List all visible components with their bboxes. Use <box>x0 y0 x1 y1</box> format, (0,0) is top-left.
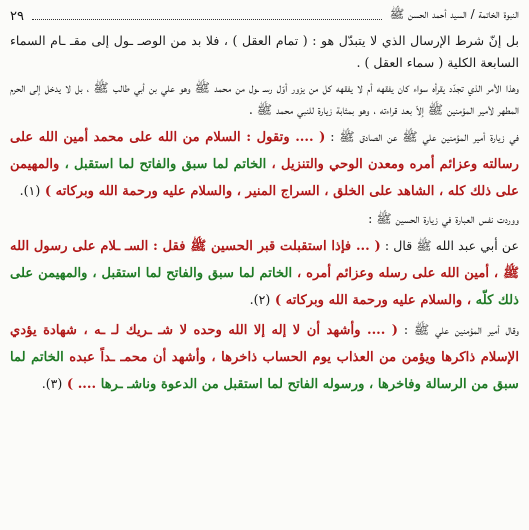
paragraph-p1 <box>10 30 519 74</box>
text-segment: وهذا الأمر الذي تجدّد يقرأه سواء كان يفقهه أم لا يفقهه كل من يزور أوّل رسـ ـول من محمد ﷺ وهو علي بن أبي طالب ﷺ ، بل لا يدخل إلى الحرم المطهر لأمير المؤمنين ﷺ إلاّ بعد قراءته ، وهو بمثابة زيارة للنبي محمد ﷺ . <box>10 80 519 117</box>
text-segment: بل إنّ شرط الإرسال الذي لا يتبدّل هو : ( تمام العقل ) ، فلا بد من الوصـ ـول إلى مقـ ـام السماء السابعة الكلية ( سماء العقل ) . <box>10 33 519 70</box>
red-quote-segment: والمهيمن على ذلك كله ، الشاهد على الخلق ، السراج المنير ، والسلام عليه ورحمة الله وبركاته ) <box>10 157 519 199</box>
page-header <box>10 6 519 24</box>
text-segment: عن أبي عبد الله ﷺ قال : <box>380 238 519 253</box>
running-title: النبوة الخاتمة / السيد أحمد الحسن ﷺ <box>389 7 519 21</box>
green-quote-segment: الخاتم لما سبق من الرسالة وفاخرها ، ورسوله الفاتح لما استقبل من الدعوة وناشـ ـرها <box>10 350 519 392</box>
text-segment: ووردت نفس العبارة في زيارة الحسين ﷺ : <box>368 211 519 226</box>
page-body <box>10 30 519 398</box>
red-quote-segment: ( ... فإذا استقبلت قبر الحسين ﷺ فقل : السـ ـلام على رسول الله ﷺ ، أمين الله على رسله وعزائم أمره ، <box>10 239 519 281</box>
green-quote-segment: الخاتم لما سبق والفاتح لما استقبل ، والمهيمن على ذلك كلّه <box>10 266 519 308</box>
paragraph-p5 <box>10 233 519 314</box>
green-quote-segment: الخاتم لما سبق والفاتح لما استقبل ، <box>59 157 267 172</box>
text-segment: (١). <box>19 183 41 198</box>
header-dotted-rule <box>32 19 382 20</box>
paragraph-p2 <box>10 77 519 121</box>
text-segment: وقال أمير المؤمنين علي ﷺ : <box>398 322 519 337</box>
paragraph-p6 <box>10 317 519 398</box>
paragraph-p4 <box>10 208 519 230</box>
red-quote-segment: ( .... وأشهد أن لا إله إلا الله وحده لا شـ ـريك لـ ـه ، شهادة يؤدي الإسلام ذاكرها ويؤمن من العذاب يوم الحساب ذاخرها ، وأشهد أن محمـ ـداً عبده <box>10 323 519 365</box>
text-segment: في زيارة أمير المؤمنين علي ﷺ عن الصادق ﷺ : <box>325 129 519 144</box>
paragraph-p3 <box>10 124 519 205</box>
red-quote-segment: ، والسلام عليه ورحمة الله وبركاته ) <box>270 293 472 308</box>
page-number: ٢٩ <box>10 9 24 24</box>
text-segment: (٣). <box>41 376 63 391</box>
red-quote-segment: ( .... وتقول : السلام من الله على محمد أمين الله على رسالته وعزائم أمره ومعدن الوحي والتنزيل ، <box>10 130 520 172</box>
text-segment: (٢). <box>249 292 271 307</box>
red-quote-segment: .... ) <box>62 377 101 392</box>
